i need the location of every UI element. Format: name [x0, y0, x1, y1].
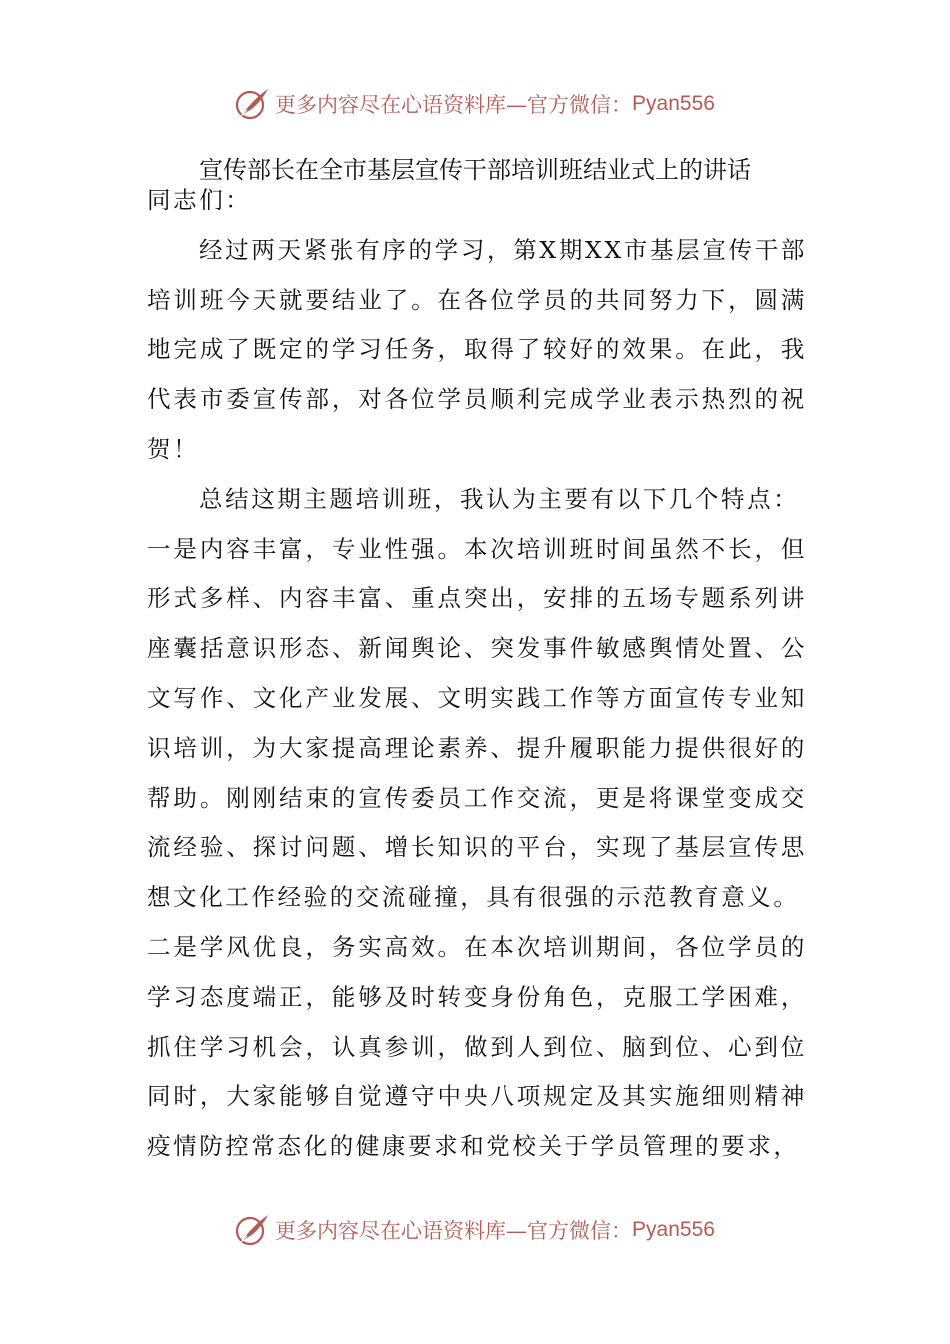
paragraph-point-one: 一是内容丰富，专业性强。本次培训班时间虽然不长，但形式多样、内容丰富、重点突出，安排的五场专题系列讲座囊括意识形态、新闻舆论、突发事件敏感舆情处置、公文写作、文化产业发展、文明实践工作等方面宣传专业知识培训，为大家提高理论素养、提升履职能力提供很好的帮助。刚刚结束的宣传委员工作交流，更是将课堂变成交流经验、探讨问题、增长知识的平台，实现了基层宣传思想文化工作经验的交流碰撞，具有很强的示范教育意义。 [147, 534, 807, 912]
header-watermark-inner [235, 86, 715, 122]
paragraph-summary-intro: 总结这期主题培训班，我认为主要有以下几个特点： [199, 484, 800, 513]
watermark-text: 更多内容尽在心语资料库—官方微信： [275, 1219, 633, 1243]
footer-watermark [0, 1210, 950, 1250]
document-title: 宣传部长在全市基层宣传干部培训班结业式上的讲话 [199, 156, 751, 184]
watermark-handle: Pyan556 [632, 1218, 715, 1241]
quill-pen-logo-icon [235, 86, 271, 122]
footer-watermark-inner [235, 1212, 715, 1248]
paragraph-point-two: 二是学风优良，务实高效。在本次培训期间，各位学员的学习态度端正，能够及时转变身份角色，克服工学困难，抓住学习机会，认真参训，做到人到位、脑到位、心到位同时，大家能够自觉遵守中央八项规定及其实施细则精神疫情防控常态化的健康要求和党校关于学员管理的要求， [147, 932, 807, 1161]
watermark-text: 更多内容尽在心语资料库—官方微信： [275, 93, 633, 117]
salutation: 同志们： [147, 186, 252, 214]
paragraph-opening: 经过两天紧张有序的学习，第X期XX市基层宣传干部培训班今天就要结业了。在各位学员的共同努力下，圆满地完成了既定的学习任务，取得了较好的效果。在此，我代表市委宣传部，对各位学员顺利完成学业表示热烈的祝贺！ [147, 235, 807, 463]
watermark-handle: Pyan556 [632, 92, 715, 115]
quill-pen-logo-icon [235, 1212, 271, 1248]
header-watermark [0, 84, 950, 124]
document-body [147, 176, 807, 1172]
